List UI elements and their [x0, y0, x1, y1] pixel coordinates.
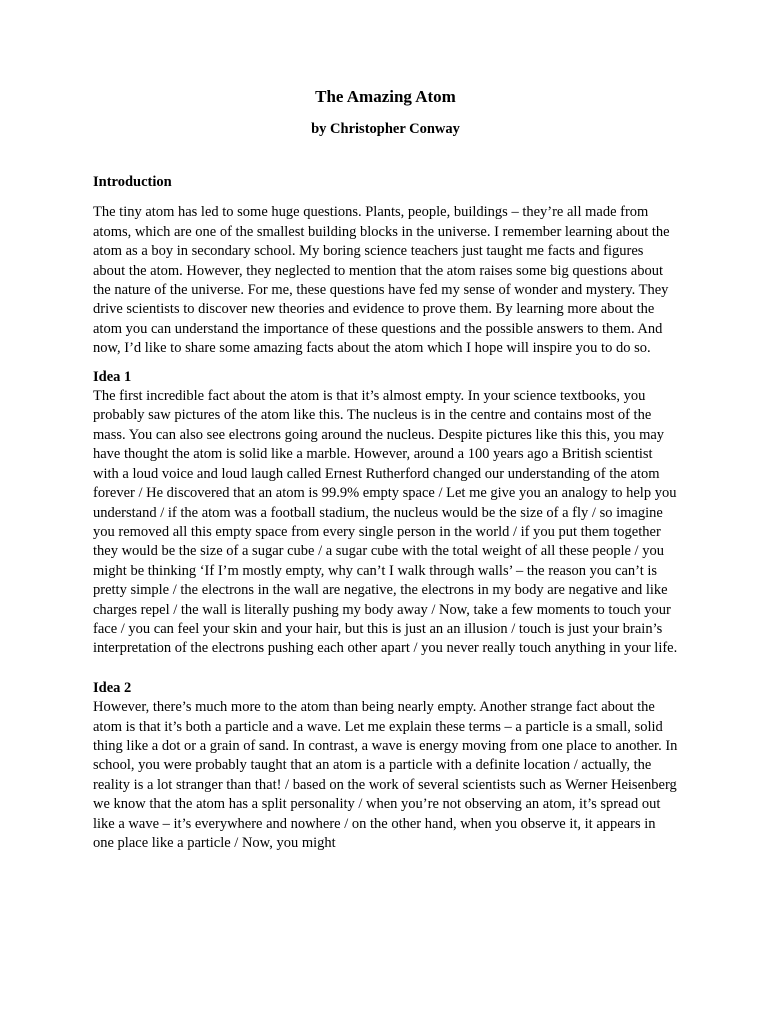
spacer	[93, 359, 678, 368]
spacer	[93, 192, 678, 203]
section-body-introduction: The tiny atom has led to some huge questions. Plants, people, buildings – they’re all made from atoms, which are one of the smallest building blocks in the universe. I remember learning about the atom as a boy in secondary school. My boring science teachers just taught me facts and figures about the atom. However, they neglected to mention that the atom raises some big questions about the nature of the universe. For me, these questions have fed my sense of wonder and mystery. They drive scientists to discover new theories and evidence to prove them. By learning more about the atom you can understand the importance of these questions and the possible answers to them. And now, I’d like to share some amazing facts about the atom which I hope will inspire you to do so.	[93, 204, 670, 357]
section-body-idea-2: However, there’s much more to the atom than being nearly empty. Another strange fact about the atom is that it’s both a particle and a wave. Let me explain these terms – a particle is a small, solid thing like a dot or a grain of sand. In contrast, a wave is energy moving from one place to another. In school, you were probably taught that an atom is a particle with a definite location / actually, the reality is a lot stranger than that! / based on the work of several scientists such as Werner Heisenberg we know that the atom has a split personality / when you’re not observing an atom, it’s spread out like a wave – it’s everywhere and nowhere / on the other hand, when you observe it, it appears in one place like a particle / Now, you might	[93, 699, 678, 851]
section-heading-idea-1: Idea 1	[93, 368, 132, 385]
document-title: The Amazing Atom	[315, 87, 456, 106]
section-heading-introduction: Introduction	[93, 174, 172, 190]
section-heading-idea-2: Idea 2	[93, 679, 132, 696]
document-page	[93, 85, 678, 853]
document-byline: by Christopher Conway	[311, 121, 460, 137]
section-body-idea-1: The first incredible fact about the atom is that it’s almost empty. In your science textbooks, you probably saw pictures of the atom like this. The nucleus is in the centre and contains most of the mass. You can also see electrons going around the nucleus. Despite pictures like this this, you may have thought the atom is solid like a marble. However, around a 100 years ago a British scientist with a loud voice and loud laugh called Ernest Rutherford changed our understanding of the atom forever / He discovered that an atom is 99.9% empty space / Let me give you an analogy to help you understand / if the atom was a football stadium, the nucleus would be the size of a fly / so imagine you removed all this empty space from every single person in the world / if you put them together they would be the size of a sugar cube / a sugar cube with the total weight of all these people / you might be thinking ‘If I’m mostly empty, why can’t I walk through walls’ – the reason you can’t is pretty simple / the electrons in the wall are negative, the electrons in my body are negative and like charges repel / the wall is literally pushing my body away / Now, take a few moments to touch your face / you can feel your skin and your hair, but this is just an an illusion / touch is just your brain’s interpretation of the electrons pushing each other apart / you never really touch anything in your life.	[93, 388, 678, 657]
spacer	[93, 659, 678, 679]
